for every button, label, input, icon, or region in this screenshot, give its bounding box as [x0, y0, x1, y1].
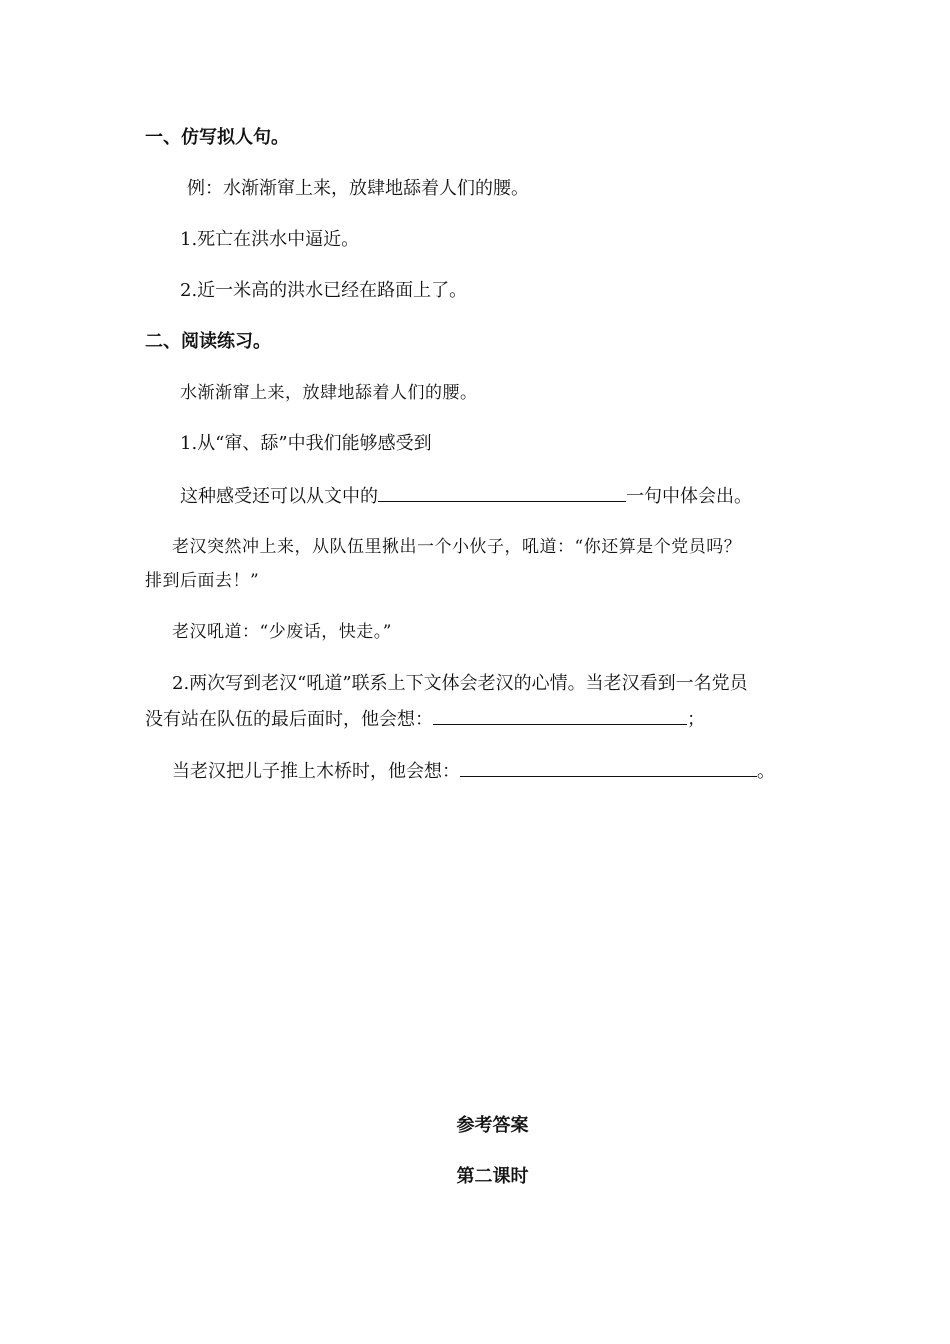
- question-1-followup: [180, 483, 752, 509]
- q2-line3-prefix: 当老汉把儿子推上木桥时，他会想：: [172, 761, 460, 782]
- q2-line2-suffix: ；: [687, 709, 705, 730]
- section1-item-1: 1.死亡在洪水中逼近。: [180, 229, 360, 250]
- question-2-line-3: [172, 758, 775, 784]
- q2-line2-prefix: 没有站在队伍的最后面时，他会想：: [145, 709, 433, 730]
- answers-subtitle: 第二课时: [456, 1166, 529, 1187]
- q1-follow-prefix: 这种感受还可以从文中的: [180, 486, 378, 507]
- answer-blank-3[interactable]: [460, 758, 757, 777]
- q1-follow-suffix: 一句中体会出。: [626, 486, 752, 507]
- passage-2-line-1: 老汉突然冲上来，从队伍里揪出一个小伙子，吼道：“你还算是个党员吗？: [172, 537, 742, 557]
- section1-example: 例：水渐渐窜上来，放肆地舔着人们的腰。: [187, 178, 529, 199]
- question-1: 1.从“窜、舔”中我们能够感受到: [180, 433, 432, 454]
- section1-item-2: 2.近一米高的洪水已经在路面上了。: [180, 280, 468, 301]
- passage-2-line-2: 排到后面去！”: [145, 571, 260, 591]
- section1-heading: 一、仿写拟人句。: [145, 127, 289, 148]
- answer-blank-1[interactable]: [378, 483, 626, 502]
- question-2-line-2: [145, 706, 705, 732]
- section2-heading: 二、阅读练习。: [145, 331, 271, 352]
- answer-blank-2[interactable]: [433, 706, 687, 725]
- answers-title: 参考答案: [456, 1115, 529, 1136]
- q2-line3-suffix: 。: [757, 761, 775, 782]
- passage-3: 老汉吼道：“少废话，快走。”: [172, 622, 392, 642]
- question-2-line-1: 2.两次写到老汉“吼道”联系上下文体会老汉的心情。当老汉看到一名党员: [172, 673, 748, 694]
- passage-1: 水渐渐窜上来，放肆地舔着人们的腰。: [180, 383, 478, 403]
